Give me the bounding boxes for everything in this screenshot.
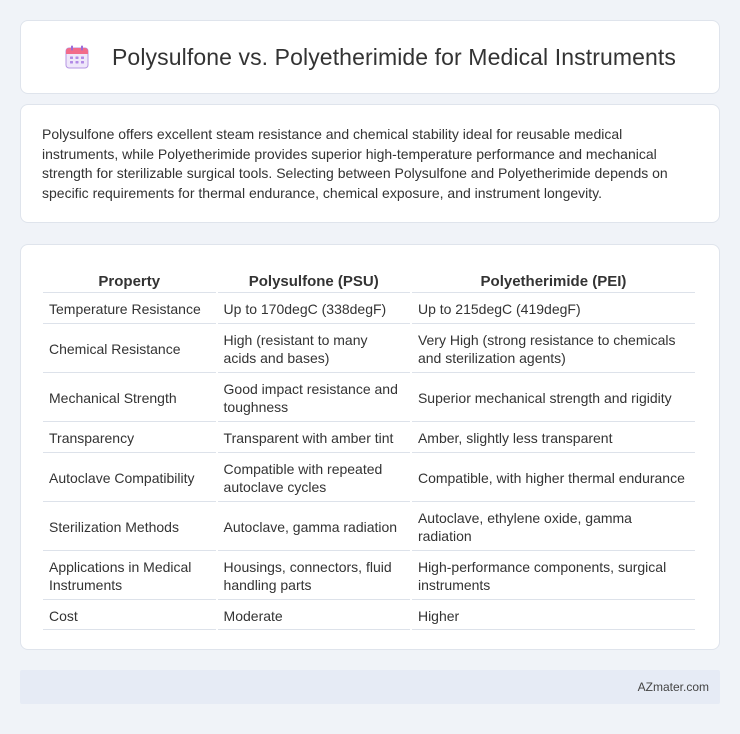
table-cell: Up to 170degC (338degF) xyxy=(218,295,410,324)
table-cell: Compatible with repeated autoclave cycles xyxy=(218,455,410,502)
table-cell: Superior mechanical strength and rigidity xyxy=(412,375,695,422)
comparison-card xyxy=(20,244,720,650)
table-header-row xyxy=(43,267,695,293)
table-row xyxy=(43,553,695,600)
intro-text: Polysulfone offers excellent steam resistance and chemical stability ideal for reusable medical instruments, while Polyetherimide provides superior high-temperature performance and mechanical strength for sterilizable surgical tools. Selecting between Polysulfone and Polyetherimide depends on specific requirements for thermal endurance, chemical exposure, and instrument longevity. xyxy=(42,126,668,202)
table-cell: High (resistant to many acids and bases) xyxy=(218,326,410,373)
comparison-table xyxy=(41,265,697,632)
table-cell: Transparency xyxy=(43,424,216,453)
footer-brand-link[interactable]: AZmater.com xyxy=(637,680,709,694)
table-cell: Sterilization Methods xyxy=(43,504,216,551)
table-cell: Good impact resistance and toughness xyxy=(218,375,410,422)
title-card xyxy=(20,20,720,94)
table-cell: Autoclave, ethylene oxide, gamma radiation xyxy=(412,504,695,551)
table-row xyxy=(43,295,695,324)
table-cell: Chemical Resistance xyxy=(43,326,216,373)
table-cell: Amber, slightly less transparent xyxy=(412,424,695,453)
table-cell: Higher xyxy=(412,602,695,630)
column-header: Polyetherimide (PEI) xyxy=(412,267,695,293)
table-cell: Compatible, with higher thermal endurance xyxy=(412,455,695,502)
table-cell: High-performance components, surgical instruments xyxy=(412,553,695,600)
column-header: Property xyxy=(43,267,216,293)
table-row xyxy=(43,455,695,502)
table-cell: Very High (strong resistance to chemicals and sterilization agents) xyxy=(412,326,695,373)
table-cell: Transparent with amber tint xyxy=(218,424,410,453)
table-cell: Mechanical Strength xyxy=(43,375,216,422)
column-header: Polysulfone (PSU) xyxy=(218,267,410,293)
table-row xyxy=(43,504,695,551)
table-row xyxy=(43,375,695,422)
page-title: Polysulfone vs. Polyetherimide for Medical Instruments xyxy=(111,43,677,70)
table-cell: Moderate xyxy=(218,602,410,630)
table-cell: Housings, connectors, fluid handling parts xyxy=(218,553,410,600)
table-cell: Cost xyxy=(43,602,216,630)
table-cell: Autoclave, gamma radiation xyxy=(218,504,410,551)
calendar-icon xyxy=(64,44,90,70)
table-cell: Autoclave Compatibility xyxy=(43,455,216,502)
footer xyxy=(20,670,720,704)
table-cell: Applications in Medical Instruments xyxy=(43,553,216,600)
intro-card xyxy=(20,104,720,223)
table-row xyxy=(43,326,695,373)
table-cell: Up to 215degC (419degF) xyxy=(412,295,695,324)
table-row xyxy=(43,602,695,630)
table-row xyxy=(43,424,695,453)
table-cell: Temperature Resistance xyxy=(43,295,216,324)
